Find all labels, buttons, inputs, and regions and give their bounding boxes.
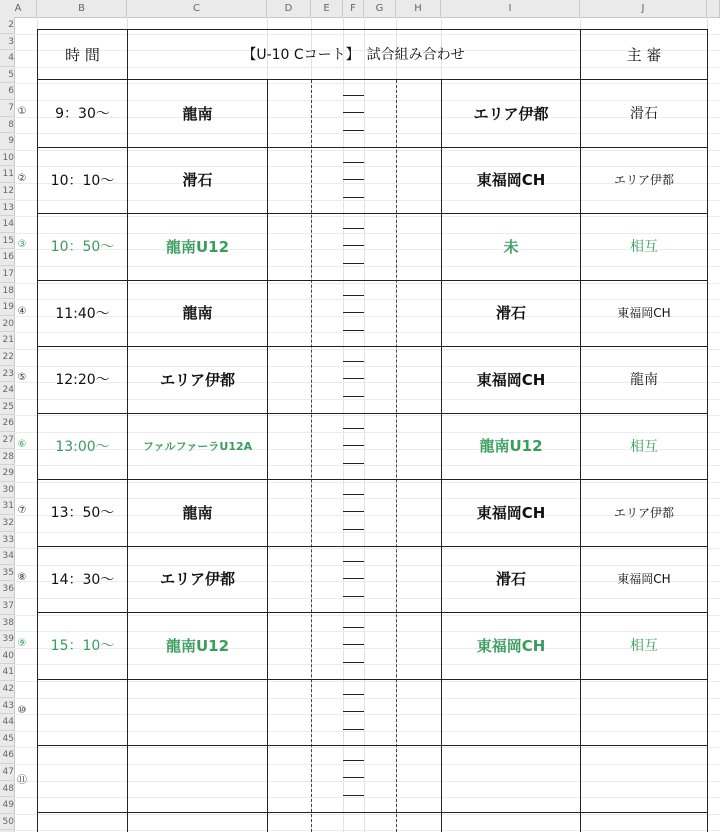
- score-blank-line: [343, 463, 364, 464]
- column-header-j[interactable]: J: [580, 0, 707, 17]
- row-number[interactable]: 3: [0, 34, 14, 51]
- team-a-name[interactable]: ファルファーラU12A: [142, 439, 253, 453]
- score-blank-line: [343, 729, 364, 730]
- score-blank-line: [343, 529, 364, 530]
- score-blank-line: [343, 596, 364, 597]
- row-number[interactable]: 47: [0, 764, 14, 781]
- column-header-c[interactable]: C: [127, 0, 267, 17]
- match-number: ⑧: [17, 571, 27, 583]
- row-number[interactable]: 9: [0, 133, 14, 150]
- row-number[interactable]: 31: [0, 498, 14, 515]
- row-number[interactable]: 37: [0, 598, 14, 615]
- score-blank-line: [343, 494, 364, 495]
- score-blank-line: [343, 295, 364, 296]
- score-blank-line: [343, 795, 364, 796]
- referee-name[interactable]: 龍南: [630, 372, 658, 389]
- row-number[interactable]: 24: [0, 382, 14, 399]
- row-number[interactable]: 5: [0, 67, 14, 84]
- team-b-name[interactable]: 東福岡CH: [476, 370, 546, 389]
- score-blank-line: [343, 361, 364, 362]
- grid-column-line: [364, 17, 365, 832]
- score-blank-line: [343, 197, 364, 198]
- score-blank-line: [343, 162, 364, 163]
- match-number: ⑪: [17, 775, 27, 787]
- match-time[interactable]: 14：30〜: [50, 571, 115, 588]
- grid-column-line: [343, 17, 344, 832]
- row-number[interactable]: 43: [0, 698, 14, 715]
- row-number[interactable]: 6: [0, 83, 14, 100]
- match-time[interactable]: 13：50〜: [50, 505, 115, 522]
- table-top-border: [37, 29, 707, 30]
- grid-row-line: [14, 814, 720, 815]
- row-number[interactable]: 21: [0, 332, 14, 349]
- match-number: ⑨: [17, 638, 27, 650]
- team-b-name[interactable]: 龍南U12: [479, 437, 543, 456]
- row-number[interactable]: 28: [0, 449, 14, 466]
- score-blank-line: [343, 511, 364, 512]
- referee-name[interactable]: エリア伊都: [613, 505, 674, 520]
- score-blank-line: [343, 179, 364, 180]
- score-blank-line: [343, 760, 364, 761]
- score-divider: [396, 80, 397, 832]
- team-a-name[interactable]: エリア伊都: [159, 570, 235, 589]
- row-number[interactable]: 32: [0, 515, 14, 532]
- column-header-g[interactable]: G: [364, 0, 396, 17]
- team-a-name[interactable]: 龍南U12: [165, 237, 230, 256]
- column-header-b[interactable]: B: [37, 0, 127, 17]
- score-blank-line: [343, 428, 364, 429]
- score-blank-line: [343, 694, 364, 695]
- row-number[interactable]: 29: [0, 465, 14, 482]
- column-header-a[interactable]: A: [0, 0, 37, 17]
- column-header-e[interactable]: E: [311, 0, 343, 17]
- team-a-name[interactable]: 滑石: [182, 171, 213, 190]
- referee-name[interactable]: 相互: [630, 239, 658, 256]
- match-time[interactable]: 10：10〜: [50, 172, 115, 189]
- match-number: ④: [17, 305, 27, 317]
- team-b-name[interactable]: 東福岡CH: [476, 636, 546, 655]
- column-header-i[interactable]: I: [441, 0, 580, 17]
- team-b-name[interactable]: [442, 745, 580, 812]
- column-header-h[interactable]: H: [396, 0, 441, 17]
- row-number[interactable]: 42: [0, 681, 14, 698]
- referee-name[interactable]: [581, 745, 707, 812]
- column-header-bar: [0, 0, 720, 18]
- row-number[interactable]: 14: [0, 216, 14, 233]
- score-blank-line: [343, 561, 364, 562]
- score-blank-line: [343, 777, 364, 778]
- row-number[interactable]: 22: [0, 349, 14, 366]
- team-a-name[interactable]: 龍南: [182, 104, 213, 123]
- score-blank-line: [343, 627, 364, 628]
- row-number[interactable]: 13: [0, 200, 14, 217]
- team-b-name[interactable]: 東福岡CH: [476, 503, 546, 522]
- row-number[interactable]: 8: [0, 117, 14, 134]
- score-blank-line: [343, 112, 364, 113]
- row-number[interactable]: 50: [0, 814, 14, 831]
- row-number[interactable]: 19: [0, 299, 14, 316]
- row-number[interactable]: 4: [0, 50, 14, 67]
- table-vertical-border: [267, 80, 268, 832]
- team-b-name[interactable]: [442, 679, 580, 746]
- match-time[interactable]: [38, 679, 127, 746]
- row-number[interactable]: 20: [0, 316, 14, 333]
- score-blank-line: [343, 130, 364, 131]
- match-number: ⑦: [17, 505, 27, 517]
- schedule-title[interactable]: 【U-10 Cコート】 試合組み合わせ: [242, 47, 465, 63]
- match-time[interactable]: 15：10〜: [50, 638, 115, 655]
- match-time[interactable]: 10：50〜: [50, 239, 115, 256]
- row-number[interactable]: 38: [0, 615, 14, 632]
- match-time[interactable]: 11:40〜: [55, 305, 110, 322]
- referee-name[interactable]: 滑石: [630, 106, 658, 123]
- match-number: ①: [17, 106, 27, 118]
- row-number[interactable]: 46: [0, 747, 14, 764]
- row-number[interactable]: 39: [0, 631, 14, 648]
- row-bottom-border: [37, 812, 707, 813]
- score-blank-line: [343, 396, 364, 397]
- team-b-name[interactable]: 滑石: [495, 570, 526, 589]
- team-a-name[interactable]: 龍南U12: [165, 636, 230, 655]
- grid-row-line: [14, 830, 720, 831]
- referee-name[interactable]: 相互: [630, 438, 658, 455]
- score-blank-line: [343, 95, 364, 96]
- row-number[interactable]: 7: [0, 100, 14, 117]
- row-number[interactable]: 36: [0, 581, 14, 598]
- score-blank-line: [343, 644, 364, 645]
- row-number[interactable]: 30: [0, 482, 14, 499]
- referee-name[interactable]: 相互: [630, 638, 658, 655]
- row-number[interactable]: 26: [0, 415, 14, 432]
- row-number[interactable]: 45: [0, 731, 14, 748]
- row-number[interactable]: 34: [0, 548, 14, 565]
- score-blank-line: [343, 711, 364, 712]
- row-number[interactable]: 18: [0, 283, 14, 300]
- score-blank-line: [343, 330, 364, 331]
- time-column-header[interactable]: 時 間: [65, 45, 100, 64]
- column-header-empty[interactable]: [707, 0, 720, 17]
- match-number: ②: [17, 172, 27, 184]
- row-number[interactable]: 23: [0, 366, 14, 383]
- match-time[interactable]: [38, 745, 127, 812]
- score-divider: [311, 80, 312, 832]
- match-number: ⑤: [17, 372, 27, 384]
- row-number[interactable]: 49: [0, 797, 14, 814]
- column-header-f[interactable]: F: [343, 0, 364, 17]
- referee-name[interactable]: 東福岡CH: [617, 306, 671, 321]
- referee-column-header[interactable]: 主 審: [626, 45, 662, 64]
- team-b-name[interactable]: 未: [503, 237, 519, 256]
- match-number: ⑥: [17, 438, 27, 450]
- team-a-name[interactable]: 龍南: [182, 304, 213, 323]
- row-number[interactable]: 33: [0, 532, 14, 549]
- team-b-name[interactable]: エリア伊都: [473, 104, 549, 123]
- row-number[interactable]: 17: [0, 266, 14, 283]
- row-number[interactable]: 2: [0, 17, 14, 34]
- row-number[interactable]: 12: [0, 183, 14, 200]
- score-blank-line: [343, 378, 364, 379]
- score-blank-line: [343, 578, 364, 579]
- column-header-d[interactable]: D: [267, 0, 311, 17]
- row-number[interactable]: 44: [0, 714, 14, 731]
- row-number[interactable]: 11: [0, 166, 14, 183]
- match-number: ⑩: [17, 704, 27, 716]
- team-a-name[interactable]: [128, 679, 267, 746]
- row-number[interactable]: 41: [0, 664, 14, 681]
- team-b-name[interactable]: 滑石: [495, 304, 526, 323]
- team-a-name[interactable]: エリア伊都: [159, 370, 235, 389]
- row-number[interactable]: 16: [0, 249, 14, 266]
- score-blank-line: [343, 263, 364, 264]
- match-time[interactable]: 9：30〜: [55, 106, 110, 123]
- row-number[interactable]: 15: [0, 233, 14, 250]
- match-time[interactable]: 12:20〜: [55, 372, 110, 389]
- score-blank-line: [343, 445, 364, 446]
- score-blank-line: [343, 312, 364, 313]
- referee-name[interactable]: 東福岡CH: [617, 572, 671, 587]
- score-blank-line: [343, 662, 364, 663]
- match-number: ③: [17, 239, 27, 251]
- referee-name[interactable]: エリア伊都: [613, 173, 674, 188]
- row-number[interactable]: 10: [0, 150, 14, 167]
- team-a-name[interactable]: [128, 745, 267, 812]
- row-number[interactable]: 35: [0, 565, 14, 582]
- row-number[interactable]: 40: [0, 648, 14, 665]
- match-time[interactable]: 13:00〜: [55, 438, 110, 455]
- row-number[interactable]: 27: [0, 432, 14, 449]
- row-number[interactable]: 25: [0, 399, 14, 416]
- row-number[interactable]: 48: [0, 781, 14, 798]
- score-blank-line: [343, 228, 364, 229]
- table-vertical-border: [707, 29, 708, 832]
- referee-name[interactable]: [581, 679, 707, 746]
- score-blank-line: [343, 245, 364, 246]
- team-a-name[interactable]: 龍南: [182, 503, 213, 522]
- team-b-name[interactable]: 東福岡CH: [476, 171, 546, 190]
